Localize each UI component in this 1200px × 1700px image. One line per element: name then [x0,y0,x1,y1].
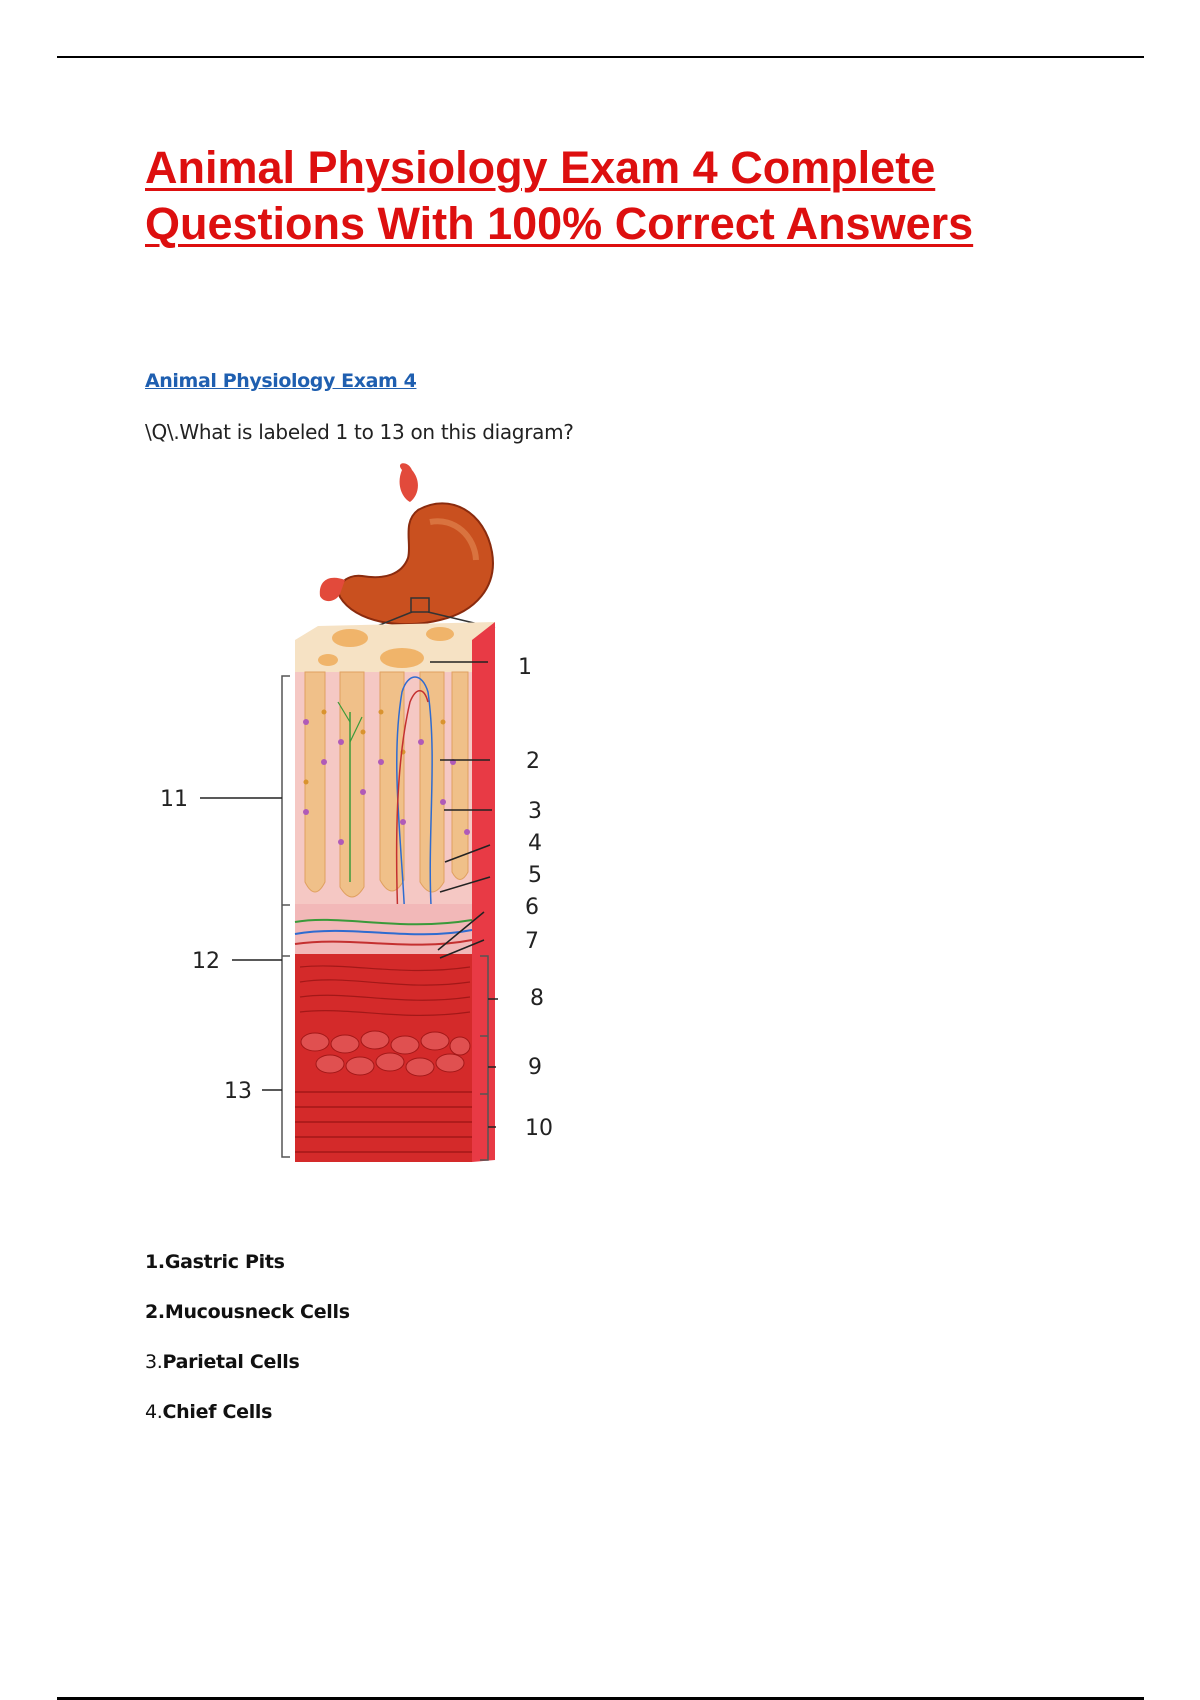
answer-item [145,1300,350,1350]
answer-text: Gastric Pits [164,1251,285,1273]
answer-number: 4. [145,1401,163,1423]
label-9: 9 [528,1055,542,1080]
answer-list [145,1250,350,1450]
question-text: \Q\.What is labeled 1 to 13 on this diagram? [145,420,574,444]
answer-item [145,1400,350,1450]
block-side-face [472,622,495,1162]
answer-number: 2. [145,1301,165,1323]
label-5: 5 [528,863,542,888]
label-10: 10 [525,1116,553,1141]
document-title: Animal Physiology Exam 4 Complete Questions With 100% Correct Answers [145,142,974,249]
answer-item [145,1250,350,1300]
header-rule [57,56,1144,58]
answer-number: 3. [145,1351,163,1373]
label-8: 8 [530,986,544,1011]
mucosa-top-surface [295,622,495,640]
label-2: 2 [526,749,540,774]
label-1: 1 [518,655,532,680]
answer-number: 1. [145,1251,165,1273]
left-brackets [282,676,290,1157]
label-12: 12 [192,949,220,974]
label-11: 11 [160,787,188,812]
label-7: 7 [525,929,539,954]
stomach-illustration [320,463,495,628]
answer-text: Parietal Cells [162,1351,300,1373]
answer-text: Chief Cells [162,1401,273,1423]
label-4: 4 [528,831,542,856]
answer-item [145,1350,350,1400]
label-13: 13 [224,1079,252,1104]
stomach-wall-illustration [140,462,580,1232]
submucosa-layer [295,904,472,954]
stomach-wall-diagram [140,462,580,1232]
answer-text: Mucousneck Cells [164,1301,350,1323]
label-6: 6 [525,895,539,920]
section-heading-link[interactable]: Animal Physiology Exam 4 [145,370,417,392]
label-3: 3 [528,799,542,824]
